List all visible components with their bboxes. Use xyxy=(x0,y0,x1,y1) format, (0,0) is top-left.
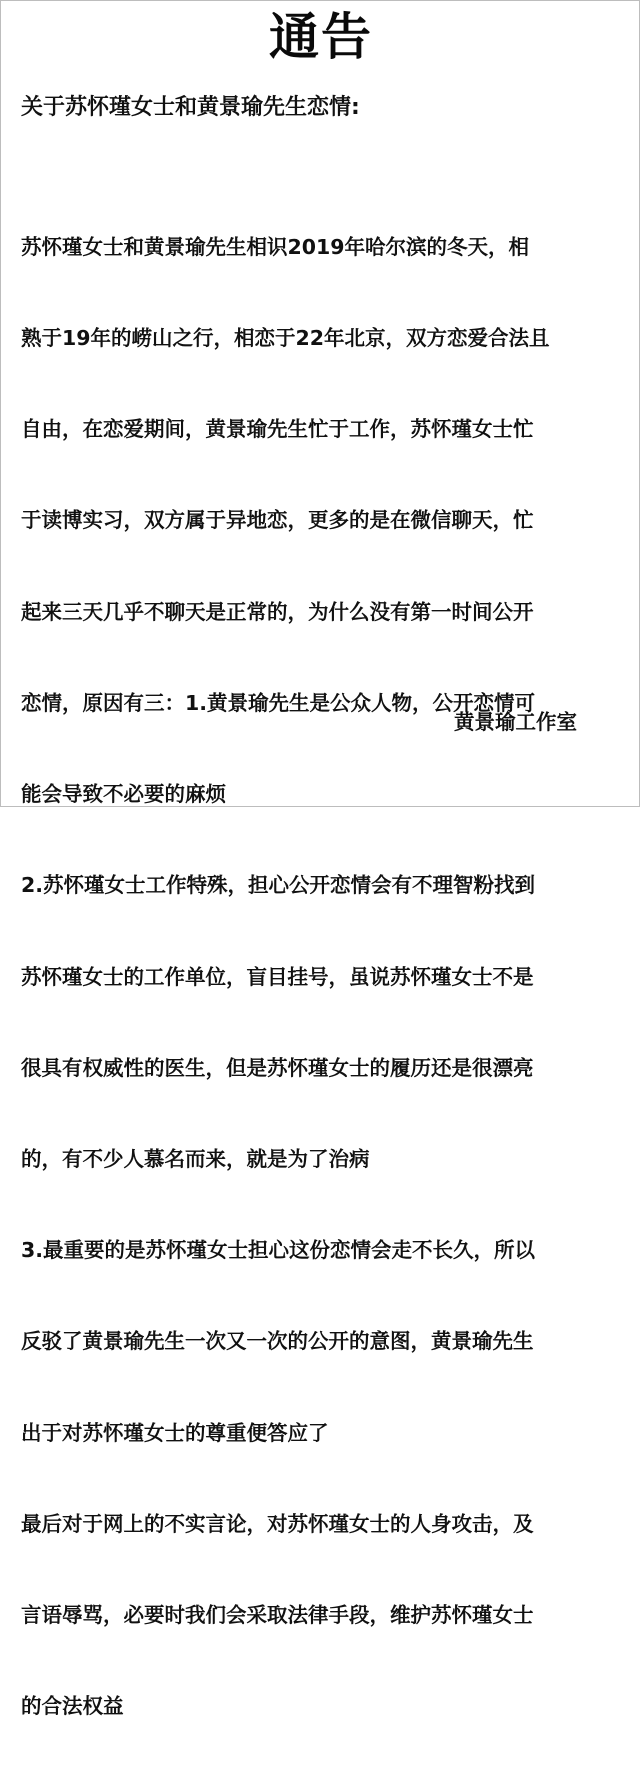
body-line: 2.苏怀瑾女士工作特殊，担心公开恋情会有不理智粉找到 xyxy=(21,873,536,898)
notice-body xyxy=(21,171,621,1783)
body-line: 出于对苏怀瑾女士的尊重便答应了 xyxy=(21,1420,329,1445)
page-title: 通告 xyxy=(269,8,373,66)
body-line: 恋情，原因有三：1.黄景瑜先生是公众人物，公开恋情可 xyxy=(21,690,536,715)
body-line: 熟于19年的崂山之行，相恋于22年北京，双方恋爱合法且 xyxy=(21,326,550,351)
notice-subject: 关于苏怀瑾女士和黄景瑜先生恋情: xyxy=(21,95,360,120)
signature: 黄景瑜工作室 xyxy=(454,710,577,734)
body-line: 苏怀瑾女士和黄景瑜先生相识2019年哈尔滨的冬天，相 xyxy=(21,234,530,259)
body-line: 的，有不少人慕名而来，就是为了治病 xyxy=(21,1147,370,1171)
body-line: 自由，在恋爱期间，黄景瑜先生忙于工作，苏怀瑾女士忙 xyxy=(21,417,534,442)
body-line: 于读博实习，双方属于异地恋，更多的是在微信聊天，忙 xyxy=(21,508,534,533)
body-line: 言语辱骂，必要时我们会采取法律手段，维护苏怀瑾女士 xyxy=(21,1603,534,1628)
body-line: 很具有权威性的医生，但是苏怀瑾女士的履历还是很漂亮 xyxy=(21,1055,534,1080)
body-line: 的合法权益 xyxy=(21,1694,124,1719)
body-line: 苏怀瑾女士的工作单位，盲目挂号，虽说苏怀瑾女士不是 xyxy=(21,964,534,989)
body-line: 反驳了黄景瑜先生一次又一次的公开的意图，黄景瑜先生 xyxy=(21,1329,534,1354)
body-line: 起来三天几乎不聊天是正常的，为什么没有第一时间公开 xyxy=(21,599,534,624)
body-line: 最后对于网上的不实言论，对苏怀瑾女士的人身攻击，及 xyxy=(21,1511,534,1536)
body-line: 3.最重要的是苏怀瑾女士担心这份恋情会走不长久，所以 xyxy=(21,1238,536,1263)
body-line: 能会导致不必要的麻烦 xyxy=(21,782,226,807)
